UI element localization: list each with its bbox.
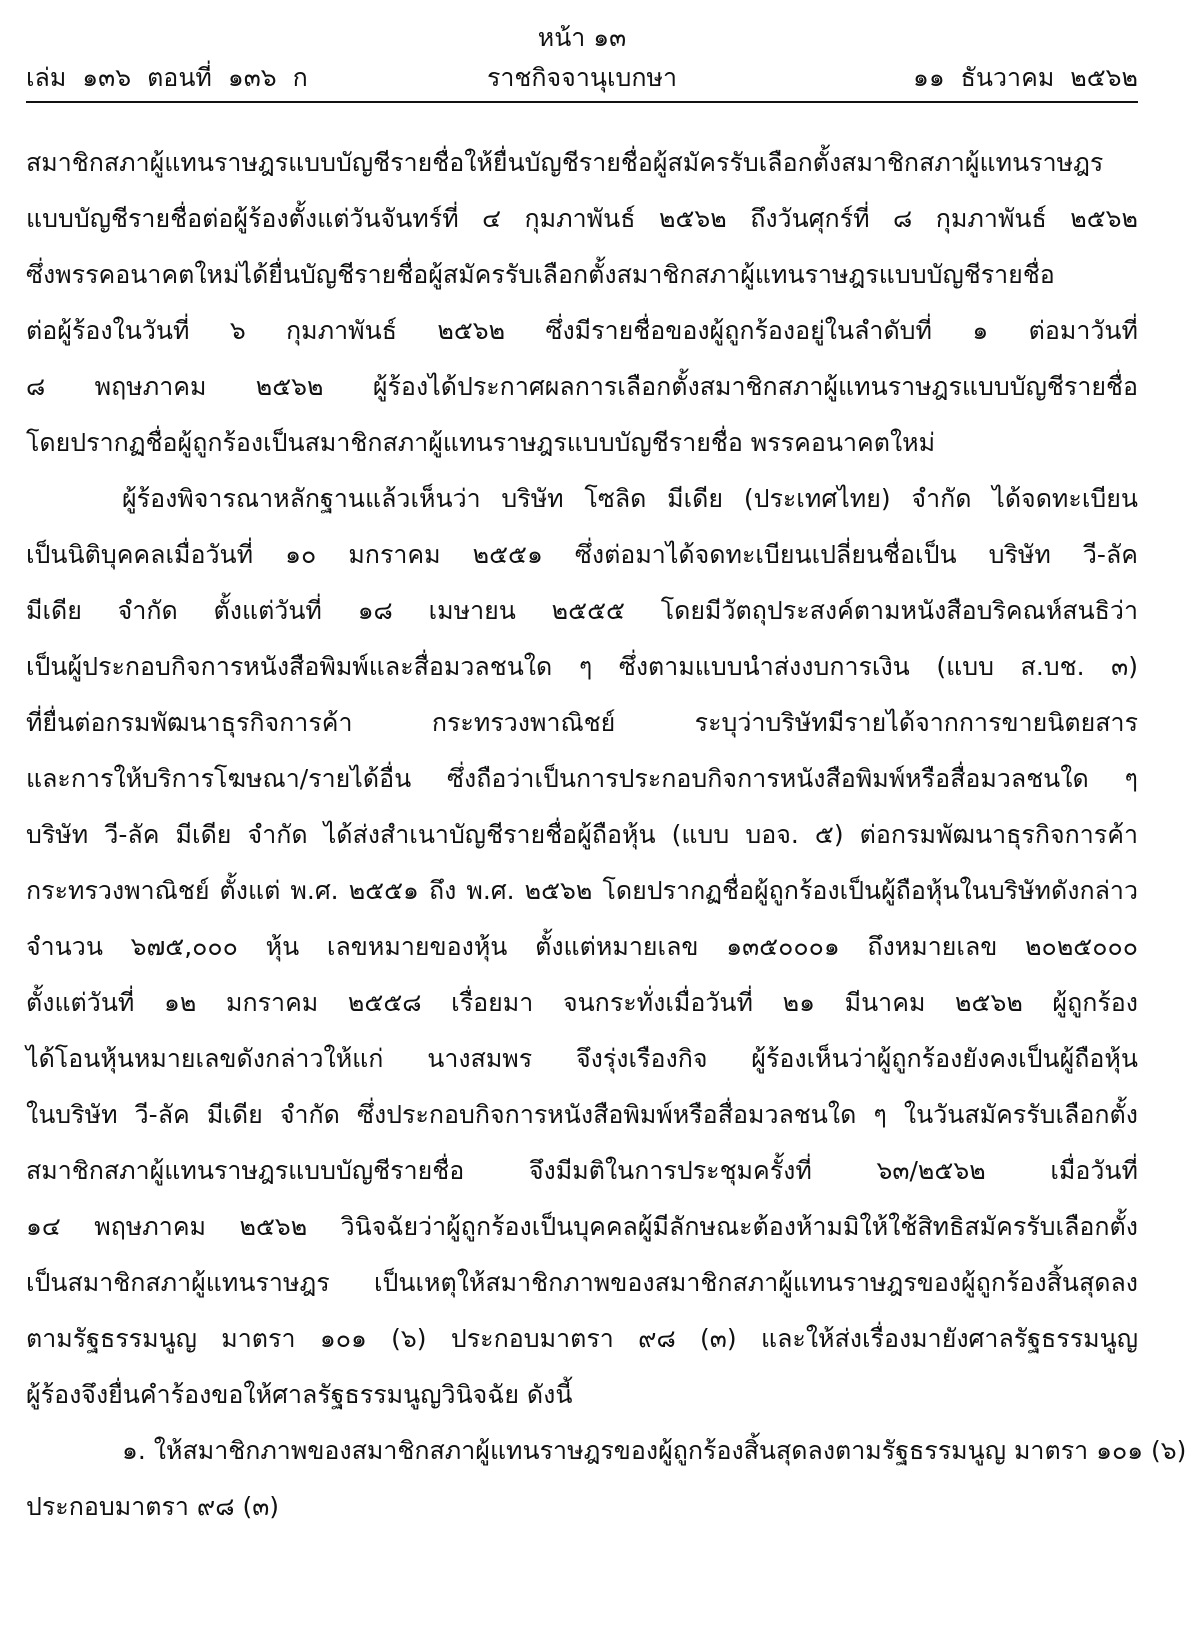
text-line: ตามรัฐธรรมนูญ มาตรา ๑๐๑ (๖) ประกอบมาตรา ๙๘ (๓) และให้ส่งเรื่องมายังศาลรัฐธรรมนูญ bbox=[26, 1324, 1138, 1353]
numbered-item-line: ๑. ให้สมาชิกภาพของสมาชิกสภาผู้แทนราษฎรของผู้ถูกร้องสิ้นสุดลงตามรัฐธรรมนูญ มาตรา ๑๐๑ (๖) bbox=[122, 1436, 1187, 1465]
text-line: สมาชิกสภาผู้แทนราษฎรแบบบัญชีรายชื่อให้ยื่นบัญชีรายชื่อผู้สมัครรับเลือกตั้งสมาชิกสภาผู้แทนราษฎร bbox=[26, 148, 1104, 177]
text-line: แบบบัญชีรายชื่อต่อผู้ร้องตั้งแต่วันจันทร์ที่ ๔ กุมภาพันธ์ ๒๕๖๒ ถึงวันศุกร์ที่ ๘ กุมภาพันธ์ ๒๕๖๒ bbox=[26, 204, 1138, 233]
publication-date: ๑๑ ธันวาคม ๒๕๖๒ bbox=[912, 63, 1138, 92]
text-line: สมาชิกสภาผู้แทนราษฎรแบบบัญชีรายชื่อ จึงมีมติในการประชุมครั้งที่ ๖๓/๒๕๖๒ เมื่อวันที่ bbox=[26, 1156, 1138, 1185]
header-rule bbox=[26, 101, 1138, 103]
text-line: ตั้งแต่วันที่ ๑๒ มกราคม ๒๕๕๘ เรื่อยมา จนกระทั่งเมื่อวันที่ ๒๑ มีนาคม ๒๕๖๒ ผู้ถูกร้อง bbox=[26, 988, 1138, 1017]
header-row bbox=[26, 58, 1138, 92]
gazette-name: ราชกิจจานุเบกษา bbox=[486, 63, 678, 92]
body-text bbox=[26, 143, 1187, 1543]
text-line: ต่อผู้ร้องในวันที่ ๖ กุมภาพันธ์ ๒๕๖๒ ซึ่งมีรายชื่อของผู้ถูกร้องอยู่ในลำดับที่ ๑ ต่อมาวันที่ bbox=[26, 316, 1138, 345]
gazette-page bbox=[26, 0, 1187, 1643]
page-number: หน้า ๑๓ bbox=[537, 23, 627, 52]
text-line: ที่ยื่นต่อกรมพัฒนาธุรกิจการค้า กระทรวงพาณิชย์ ระบุว่าบริษัทมีรายได้จากการขายนิตยสาร bbox=[26, 708, 1138, 737]
text-line: กระทรวงพาณิชย์ ตั้งแต่ พ.ศ. ๒๕๕๑ ถึง พ.ศ. ๒๕๖๒ โดยปรากฏชื่อผู้ถูกร้องเป็นผู้ถือหุ้นในบริษัทดังกล่าว bbox=[26, 876, 1138, 905]
text-line: และการให้บริการโฆษณา/รายได้อื่น ซึ่งถือว่าเป็นการประกอบกิจการหนังสือพิมพ์หรือสื่อมวลชนใด ๆ bbox=[26, 764, 1138, 793]
page-header bbox=[26, 0, 1138, 103]
volume-issue: เล่ม ๑๓๖ ตอนที่ ๑๓๖ ก bbox=[26, 63, 308, 92]
text-line: ๘ พฤษภาคม ๒๕๖๒ ผู้ร้องได้ประกาศผลการเลือกตั้งสมาชิกสภาผู้แทนราษฎรแบบบัญชีรายชื่อ bbox=[26, 372, 1138, 401]
text-line: ๑๔ พฤษภาคม ๒๕๖๒ วินิจฉัยว่าผู้ถูกร้องเป็นบุคคลผู้มีลักษณะต้องห้ามมิให้ใช้สิทธิสมัครรับเลือกตั้ง bbox=[26, 1212, 1138, 1241]
paragraph-start-line: ผู้ร้องพิจารณาหลักฐานแล้วเห็นว่า บริษัท โซลิด มีเดีย (ประเทศไทย) จำกัด ได้จดทะเบียน bbox=[122, 484, 1138, 513]
text-line: เป็นนิติบุคคลเมื่อวันที่ ๑๐ มกราคม ๒๕๕๑ ซึ่งต่อมาได้จดทะเบียนเปลี่ยนชื่อเป็น บริษัท วี-ลัค bbox=[26, 540, 1138, 569]
text-line: ซึ่งพรรคอนาคตใหม่ได้ยื่นบัญชีรายชื่อผู้สมัครรับเลือกตั้งสมาชิกสภาผู้แทนราษฎรแบบบัญชีรายชื่อ bbox=[26, 260, 1055, 289]
text-line: โดยปรากฏชื่อผู้ถูกร้องเป็นสมาชิกสภาผู้แทนราษฎรแบบบัญชีรายชื่อ พรรคอนาคตใหม่ bbox=[26, 428, 936, 457]
text-line: เป็นสมาชิกสภาผู้แทนราษฎร เป็นเหตุให้สมาชิกภาพของสมาชิกสภาผู้แทนราษฎรของผู้ถูกร้องสิ้นสุดลง bbox=[26, 1268, 1138, 1297]
text-line: ได้โอนหุ้นหมายเลขดังกล่าวให้แก่ นางสมพร จึงรุ่งเรืองกิจ ผู้ร้องเห็นว่าผู้ถูกร้องยังคงเป็นผู้ถือหุ้น bbox=[26, 1044, 1138, 1073]
text-line: ประกอบมาตรา ๙๘ (๓) bbox=[26, 1492, 280, 1521]
text-line: ผู้ร้องจึงยื่นคำร้องขอให้ศาลรัฐธรรมนูญวินิจฉัย ดังนี้ bbox=[26, 1380, 573, 1409]
text-line: บริษัท วี-ลัค มีเดีย จำกัด ได้ส่งสำเนาบัญชีรายชื่อผู้ถือหุ้น (แบบ บอจ. ๕) ต่อกรมพัฒนาธุรกิจการค้า bbox=[26, 820, 1138, 849]
text-line: ในบริษัท วี-ลัค มีเดีย จำกัด ซึ่งประกอบกิจการหนังสือพิมพ์หรือสื่อมวลชนใด ๆ ในวันสมัครรับเลือกตั้ง bbox=[26, 1100, 1138, 1129]
text-line: จำนวน ๖๗๕,๐๐๐ หุ้น เลขหมายของหุ้น ตั้งแต่หมายเลข ๑๓๕๐๐๐๑ ถึงหมายเลข ๒๐๒๕๐๐๐ bbox=[26, 932, 1138, 961]
text-line: มีเดีย จำกัด ตั้งแต่วันที่ ๑๘ เมษายน ๒๕๕๕ โดยมีวัตถุประสงค์ตามหนังสือบริคณห์สนธิว่า bbox=[26, 596, 1138, 625]
text-line: เป็นผู้ประกอบกิจการหนังสือพิมพ์และสื่อมวลชนใด ๆ ซึ่งตามแบบนำส่งงบการเงิน (แบบ ส.บช. ๓) bbox=[26, 652, 1138, 681]
